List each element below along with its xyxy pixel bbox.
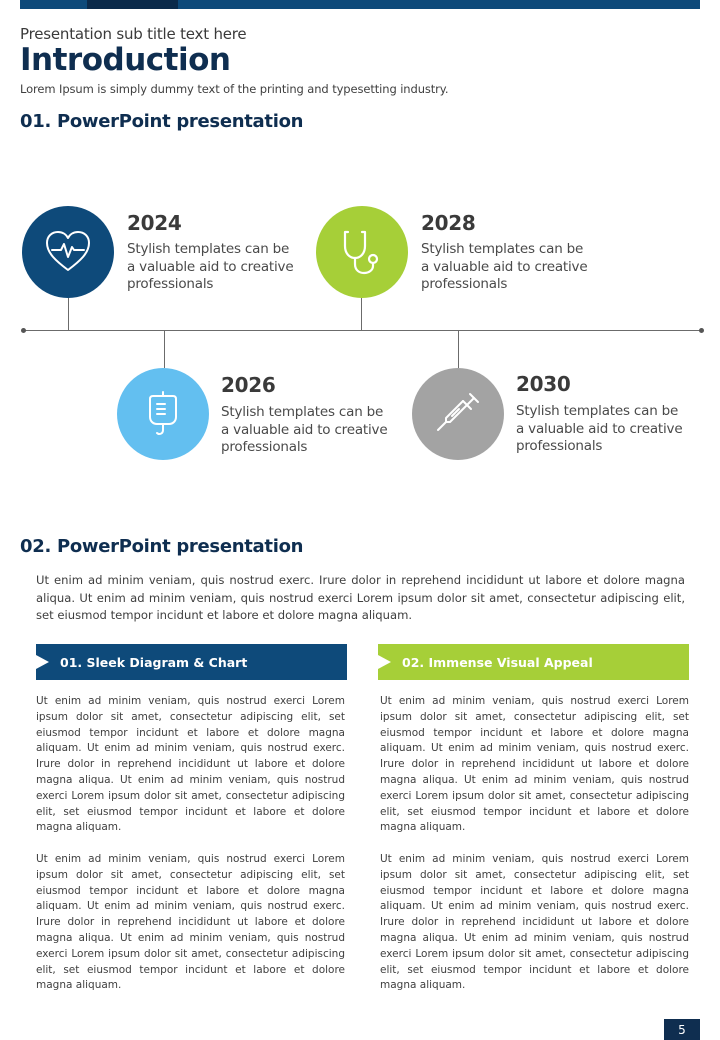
stethoscope-icon [336, 226, 388, 278]
timeline-event-2030-circle [412, 368, 504, 460]
timeline-event-2026-circle [117, 368, 209, 460]
timeline-event-text: Stylish templates can be a valuable aid to creative professionals [421, 241, 588, 292]
timeline-event-year: 2028 [421, 211, 476, 235]
heart-pulse-icon [42, 226, 94, 278]
column-1-header-band [36, 644, 347, 680]
timeline-start-dot [21, 328, 26, 333]
column-2-header-label: 02. Immense Visual Appeal [402, 654, 593, 670]
arrow-right-icon [36, 655, 49, 669]
page-lead-text: Lorem Ipsum is simply dummy text of the printing and typesetting industry. [20, 82, 449, 96]
section-1-heading: 01. PowerPoint presentation [20, 111, 304, 132]
section-2-intro: Ut enim ad minim veniam, quis nostrud exerc. Irure dolor in reprehend incididunt ut labore et dolore magna aliqua. Ut enim ad minim veniam, quis nostrud exerci Lorem ipsum dolor sit amet, consectetur adipiscing elit, set eiusmod tempor incidunt et labore et dolore magna aliquam. [36, 573, 685, 622]
arrow-right-icon [378, 655, 391, 669]
column-2-header-band [378, 644, 689, 680]
timeline-connector [458, 331, 459, 368]
timeline-end-dot [699, 328, 704, 333]
syringe-icon [432, 388, 484, 440]
timeline-event-2028-circle [316, 206, 408, 298]
column-1-body [36, 694, 345, 1010]
timeline-axis [23, 330, 702, 331]
timeline-event-year: 2030 [516, 372, 571, 396]
timeline-event-text: Stylish templates can be a valuable aid to creative professionals [516, 403, 683, 454]
timeline-event-2024-circle [22, 206, 114, 298]
column-paragraph: Ut enim ad minim veniam, quis nostrud exerci Lorem ipsum dolor sit amet, consectetur adipiscing elit, set eiusmod tempor incidunt et labore et dolore magna aliquam. Ut enim ad minim veniam, quis nostrud exerc. Irure dolor in reprehend incididunt ut labore et dolore magna aliqua. Ut enim ad minim veniam, quis nostrud exerci Lorem ipsum dolor sit amet, consectetur adipiscing elit, set eiusmod tempor incidunt et labore et dolore magna aliquam. [380, 852, 689, 992]
column-paragraph: Ut enim ad minim veniam, quis nostrud exerci Lorem ipsum dolor sit amet, consectetur adipiscing elit, set eiusmod tempor incidunt et labore et dolore magna aliquam. Ut enim ad minim veniam, quis nostrud exerc. Irure dolor in reprehend incididunt ut labore et dolore magna aliqua. Ut enim ad minim veniam, quis nostrud exerci Lorem ipsum dolor sit amet, consectetur adipiscing elit, set eiusmod tempor incidunt et labore et dolore magna aliquam. [36, 695, 345, 834]
timeline-connector [164, 331, 165, 368]
column-paragraph: Ut enim ad minim veniam, quis nostrud exerci Lorem ipsum dolor sit amet, consectetur adipiscing elit, set eiusmod tempor incidunt et labore et dolore magna aliquam. Ut enim ad minim veniam, quis nostrud exerc. Irure dolor in reprehend incididunt ut labore et dolore magna aliqua. Ut enim ad minim veniam, quis nostrud exerci Lorem ipsum dolor sit amet, consectetur adipiscing elit, set eiusmod tempor incidunt et labore et dolore magna aliquam. [380, 695, 689, 834]
timeline-event-text: Stylish templates can be a valuable aid to creative professionals [127, 241, 294, 292]
column-2-body [380, 694, 689, 1010]
timeline-connector [68, 298, 69, 330]
section-2-heading: 02. PowerPoint presentation [20, 536, 304, 557]
timeline-event-year: 2026 [221, 373, 276, 397]
top-accent-bar [20, 0, 700, 9]
page-title: Introduction [20, 42, 231, 78]
timeline-connector [361, 298, 362, 330]
page-subtitle: Presentation sub title text here [20, 25, 247, 43]
page-number: 5 [664, 1019, 700, 1040]
column-paragraph: Ut enim ad minim veniam, quis nostrud exerci Lorem ipsum dolor sit amet, consectetur adipiscing elit, set eiusmod tempor incidunt et labore et dolore magna aliquam. Ut enim ad minim veniam, quis nostrud exerc. Irure dolor in reprehend incididunt ut labore et dolore magna aliqua. Ut enim ad minim veniam, quis nostrud exerci Lorem ipsum dolor sit amet, consectetur adipiscing elit, set eiusmod tempor incidunt et labore et dolore magna aliquam. [36, 852, 345, 992]
timeline-event-text: Stylish templates can be a valuable aid to creative professionals [221, 404, 388, 455]
iv-bag-icon [137, 388, 189, 440]
top-accent-bar-highlight [87, 0, 178, 9]
column-1-header-label: 01. Sleek Diagram & Chart [60, 654, 248, 670]
timeline-event-year: 2024 [127, 211, 182, 235]
